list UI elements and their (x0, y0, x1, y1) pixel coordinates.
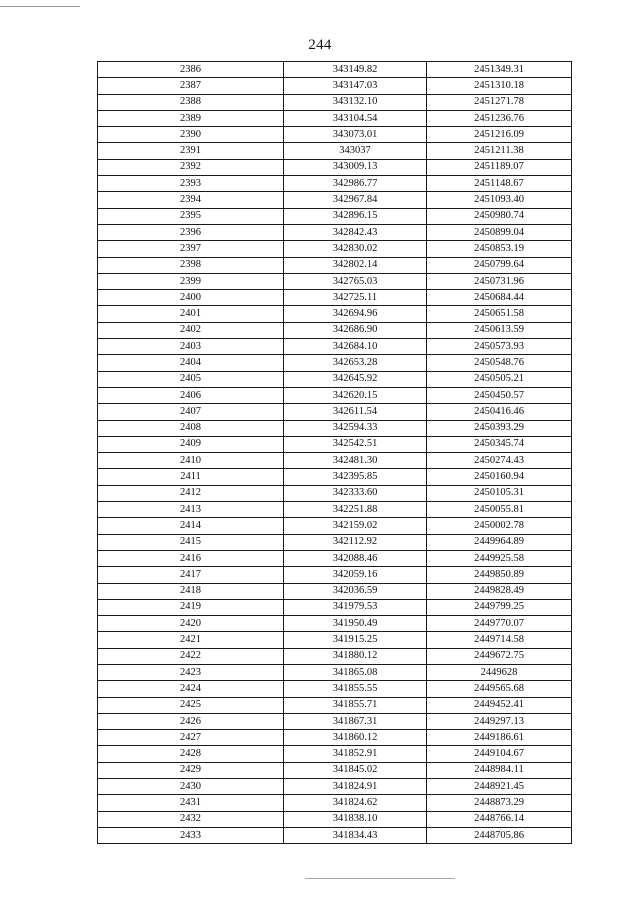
point-number-cell: 2433 (98, 827, 284, 843)
y-coordinate-cell: 2449628 (427, 664, 572, 680)
table-row (98, 224, 572, 240)
coordinates-table-body (98, 62, 572, 844)
table-row (98, 290, 572, 306)
table-row (98, 583, 572, 599)
point-number-cell: 2387 (98, 78, 284, 94)
y-coordinate-cell: 2450799.64 (427, 257, 572, 273)
point-number-cell: 2386 (98, 62, 284, 78)
point-number-cell: 2393 (98, 176, 284, 192)
scan-edge-line-top (0, 6, 80, 7)
y-coordinate-cell: 2449186.61 (427, 730, 572, 746)
point-number-cell: 2423 (98, 664, 284, 680)
y-coordinate-cell: 2451271.78 (427, 94, 572, 110)
x-coordinate-cell: 341845.02 (284, 762, 427, 778)
table-row (98, 713, 572, 729)
x-coordinate-cell: 342620.15 (284, 387, 427, 403)
table-row (98, 681, 572, 697)
y-coordinate-cell: 2450002.78 (427, 518, 572, 534)
table-row (98, 779, 572, 795)
table-row (98, 453, 572, 469)
table-row (98, 355, 572, 371)
x-coordinate-cell: 341834.43 (284, 827, 427, 843)
table-row (98, 78, 572, 94)
y-coordinate-cell: 2450548.76 (427, 355, 572, 371)
x-coordinate-cell: 342333.60 (284, 485, 427, 501)
point-number-cell: 2426 (98, 713, 284, 729)
point-number-cell: 2390 (98, 127, 284, 143)
y-coordinate-cell: 2450160.94 (427, 469, 572, 485)
point-number-cell: 2404 (98, 355, 284, 371)
y-coordinate-cell: 2451216.09 (427, 127, 572, 143)
point-number-cell: 2411 (98, 469, 284, 485)
x-coordinate-cell: 342112.92 (284, 534, 427, 550)
point-number-cell: 2403 (98, 339, 284, 355)
x-coordinate-cell: 341950.49 (284, 616, 427, 632)
y-coordinate-cell: 2451236.76 (427, 110, 572, 126)
table-row (98, 322, 572, 338)
table-row (98, 127, 572, 143)
y-coordinate-cell: 2451211.38 (427, 143, 572, 159)
y-coordinate-cell: 2450450.57 (427, 387, 572, 403)
table-row (98, 811, 572, 827)
point-number-cell: 2400 (98, 290, 284, 306)
table-row (98, 697, 572, 713)
y-coordinate-cell: 2449672.75 (427, 648, 572, 664)
table-row (98, 632, 572, 648)
x-coordinate-cell: 341838.10 (284, 811, 427, 827)
table-row (98, 664, 572, 680)
point-number-cell: 2405 (98, 371, 284, 387)
point-number-cell: 2430 (98, 779, 284, 795)
point-number-cell: 2392 (98, 159, 284, 175)
y-coordinate-cell: 2449799.25 (427, 599, 572, 615)
point-number-cell: 2402 (98, 322, 284, 338)
y-coordinate-cell: 2450345.74 (427, 436, 572, 452)
table-row (98, 518, 572, 534)
table-row (98, 795, 572, 811)
y-coordinate-cell: 2450573.93 (427, 339, 572, 355)
table-row (98, 730, 572, 746)
point-number-cell: 2407 (98, 404, 284, 420)
y-coordinate-cell: 2450853.19 (427, 241, 572, 257)
table-row (98, 110, 572, 126)
point-number-cell: 2419 (98, 599, 284, 615)
x-coordinate-cell: 342159.02 (284, 518, 427, 534)
table-row (98, 550, 572, 566)
x-coordinate-cell: 342395.85 (284, 469, 427, 485)
y-coordinate-cell: 2451093.40 (427, 192, 572, 208)
y-coordinate-cell: 2450416.46 (427, 404, 572, 420)
point-number-cell: 2416 (98, 550, 284, 566)
x-coordinate-cell: 342684.10 (284, 339, 427, 355)
x-coordinate-cell: 341860.12 (284, 730, 427, 746)
table-row (98, 257, 572, 273)
y-coordinate-cell: 2450105.31 (427, 485, 572, 501)
x-coordinate-cell: 342594.33 (284, 420, 427, 436)
point-number-cell: 2420 (98, 616, 284, 632)
y-coordinate-cell: 2449452.41 (427, 697, 572, 713)
table-row (98, 143, 572, 159)
point-number-cell: 2428 (98, 746, 284, 762)
x-coordinate-cell: 341867.31 (284, 713, 427, 729)
point-number-cell: 2431 (98, 795, 284, 811)
x-coordinate-cell: 343147.03 (284, 78, 427, 94)
table-row (98, 599, 572, 615)
x-coordinate-cell: 342802.14 (284, 257, 427, 273)
y-coordinate-cell: 2451310.18 (427, 78, 572, 94)
table-row (98, 746, 572, 762)
x-coordinate-cell: 341855.55 (284, 681, 427, 697)
table-row (98, 827, 572, 843)
x-coordinate-cell: 342896.15 (284, 208, 427, 224)
table-row (98, 534, 572, 550)
x-coordinate-cell: 341855.71 (284, 697, 427, 713)
point-number-cell: 2422 (98, 648, 284, 664)
y-coordinate-cell: 2449828.49 (427, 583, 572, 599)
scan-edge-line-bottom (305, 878, 455, 879)
point-number-cell: 2413 (98, 502, 284, 518)
table-row (98, 616, 572, 632)
table-row (98, 159, 572, 175)
point-number-cell: 2388 (98, 94, 284, 110)
table-row (98, 371, 572, 387)
y-coordinate-cell: 2450274.43 (427, 453, 572, 469)
y-coordinate-cell: 2448984.11 (427, 762, 572, 778)
x-coordinate-cell: 342251.88 (284, 502, 427, 518)
x-coordinate-cell: 342036.59 (284, 583, 427, 599)
x-coordinate-cell: 342645.92 (284, 371, 427, 387)
table-row (98, 502, 572, 518)
y-coordinate-cell: 2450505.21 (427, 371, 572, 387)
y-coordinate-cell: 2449565.68 (427, 681, 572, 697)
point-number-cell: 2395 (98, 208, 284, 224)
coordinates-table (97, 61, 572, 844)
x-coordinate-cell: 342694.96 (284, 306, 427, 322)
table-row (98, 306, 572, 322)
y-coordinate-cell: 2448766.14 (427, 811, 572, 827)
point-number-cell: 2396 (98, 224, 284, 240)
y-coordinate-cell: 2450393.29 (427, 420, 572, 436)
table-row (98, 485, 572, 501)
point-number-cell: 2397 (98, 241, 284, 257)
table-row (98, 387, 572, 403)
x-coordinate-cell: 342830.02 (284, 241, 427, 257)
x-coordinate-cell: 343104.54 (284, 110, 427, 126)
point-number-cell: 2394 (98, 192, 284, 208)
point-number-cell: 2414 (98, 518, 284, 534)
table-row (98, 273, 572, 289)
table-row (98, 404, 572, 420)
point-number-cell: 2391 (98, 143, 284, 159)
table-row (98, 176, 572, 192)
table-row (98, 192, 572, 208)
x-coordinate-cell: 343073.01 (284, 127, 427, 143)
y-coordinate-cell: 2450613.59 (427, 322, 572, 338)
point-number-cell: 2425 (98, 697, 284, 713)
y-coordinate-cell: 2449770.07 (427, 616, 572, 632)
x-coordinate-cell: 342059.16 (284, 567, 427, 583)
point-number-cell: 2429 (98, 762, 284, 778)
y-coordinate-cell: 2448705.86 (427, 827, 572, 843)
y-coordinate-cell: 2450980.74 (427, 208, 572, 224)
x-coordinate-cell: 342725.11 (284, 290, 427, 306)
y-coordinate-cell: 2450731.96 (427, 273, 572, 289)
point-number-cell: 2399 (98, 273, 284, 289)
x-coordinate-cell: 342611.54 (284, 404, 427, 420)
x-coordinate-cell: 341979.53 (284, 599, 427, 615)
y-coordinate-cell: 2449925.58 (427, 550, 572, 566)
x-coordinate-cell: 342765.03 (284, 273, 427, 289)
y-coordinate-cell: 2448873.29 (427, 795, 572, 811)
table-row (98, 94, 572, 110)
x-coordinate-cell: 343009.13 (284, 159, 427, 175)
y-coordinate-cell: 2449104.67 (427, 746, 572, 762)
y-coordinate-cell: 2448921.45 (427, 779, 572, 795)
x-coordinate-cell: 342967.84 (284, 192, 427, 208)
table-row (98, 762, 572, 778)
y-coordinate-cell: 2450055.81 (427, 502, 572, 518)
point-number-cell: 2424 (98, 681, 284, 697)
point-number-cell: 2398 (98, 257, 284, 273)
y-coordinate-cell: 2451189.07 (427, 159, 572, 175)
table-row (98, 648, 572, 664)
point-number-cell: 2417 (98, 567, 284, 583)
page-number: 244 (308, 37, 332, 53)
x-coordinate-cell: 342653.28 (284, 355, 427, 371)
y-coordinate-cell: 2450684.44 (427, 290, 572, 306)
x-coordinate-cell: 343132.10 (284, 94, 427, 110)
x-coordinate-cell: 342542.51 (284, 436, 427, 452)
table-row (98, 339, 572, 355)
point-number-cell: 2418 (98, 583, 284, 599)
table-row (98, 62, 572, 78)
point-number-cell: 2432 (98, 811, 284, 827)
x-coordinate-cell: 341824.91 (284, 779, 427, 795)
y-coordinate-cell: 2449714.58 (427, 632, 572, 648)
point-number-cell: 2410 (98, 453, 284, 469)
x-coordinate-cell: 341880.12 (284, 648, 427, 664)
point-number-cell: 2406 (98, 387, 284, 403)
y-coordinate-cell: 2450651.58 (427, 306, 572, 322)
point-number-cell: 2409 (98, 436, 284, 452)
point-number-cell: 2427 (98, 730, 284, 746)
table-row (98, 420, 572, 436)
point-number-cell: 2401 (98, 306, 284, 322)
x-coordinate-cell: 343037 (284, 143, 427, 159)
point-number-cell: 2412 (98, 485, 284, 501)
point-number-cell: 2389 (98, 110, 284, 126)
table-row (98, 241, 572, 257)
x-coordinate-cell: 342842.43 (284, 224, 427, 240)
y-coordinate-cell: 2450899.04 (427, 224, 572, 240)
x-coordinate-cell: 342986.77 (284, 176, 427, 192)
x-coordinate-cell: 342481.30 (284, 453, 427, 469)
x-coordinate-cell: 341852.91 (284, 746, 427, 762)
point-number-cell: 2415 (98, 534, 284, 550)
x-coordinate-cell: 341915.25 (284, 632, 427, 648)
table-row (98, 208, 572, 224)
table-row (98, 567, 572, 583)
y-coordinate-cell: 2449964.89 (427, 534, 572, 550)
y-coordinate-cell: 2449850.89 (427, 567, 572, 583)
x-coordinate-cell: 341865.08 (284, 664, 427, 680)
table-row (98, 469, 572, 485)
x-coordinate-cell: 341824.62 (284, 795, 427, 811)
x-coordinate-cell: 343149.82 (284, 62, 427, 78)
y-coordinate-cell: 2451349.31 (427, 62, 572, 78)
x-coordinate-cell: 342686.90 (284, 322, 427, 338)
x-coordinate-cell: 342088.46 (284, 550, 427, 566)
point-number-cell: 2408 (98, 420, 284, 436)
y-coordinate-cell: 2451148.67 (427, 176, 572, 192)
table-row (98, 436, 572, 452)
point-number-cell: 2421 (98, 632, 284, 648)
y-coordinate-cell: 2449297.13 (427, 713, 572, 729)
